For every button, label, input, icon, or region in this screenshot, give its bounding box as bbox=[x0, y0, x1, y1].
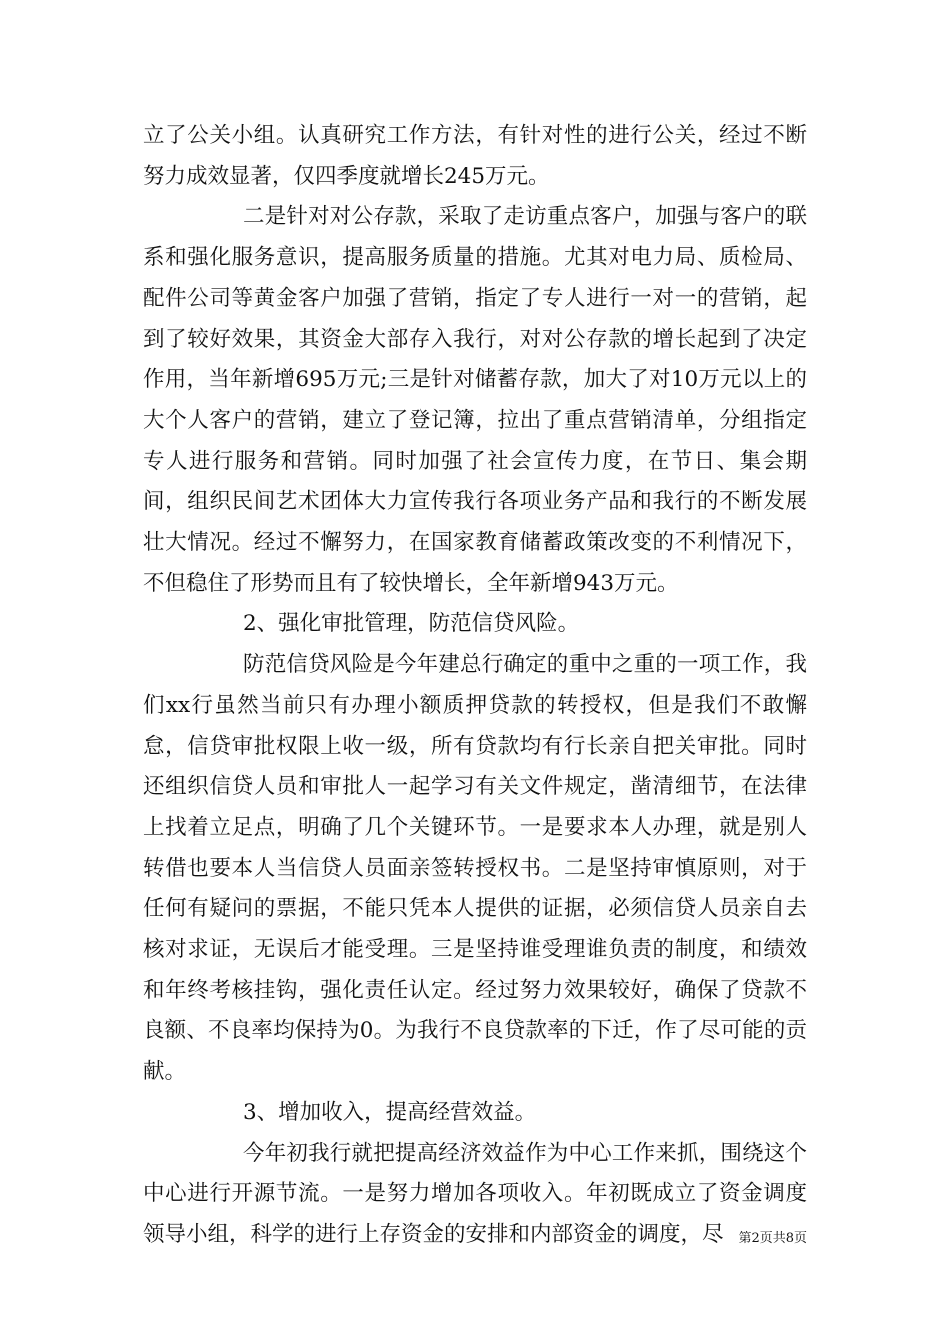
paragraph-credit-risk: 防范信贷风险是今年建总行确定的重中之重的一项工作，我们xx行虽然当前只有办理小额质押贷款的转授权，但是我们不敢懈怠，信贷审批权限上收一级，所有贷款均有行长亲自把关审批。同时还组织信贷人员和审批人一起学习有关文件规定，凿清细节，在法律上找着立足点，明确了几个关键环节。一是要求本人办理，就是别人转借也要本人当信贷人员面亲签转授权书。二是坚持审慎原则，对于任何有疑问的票据，不能只凭本人提供的证据，必须信贷人员亲自去核对求证，无误后才能受理。三是坚持谁受理谁负责的制度，和绩效和年终考核挂钩，强化责任认定。经过努力效果较好，确保了贷款不良额、不良率均保持为0。为我行不良贷款率的下迁，作了尽可能的贡献。 bbox=[143, 652, 807, 1085]
page-number-footer: 第2页共8页 bbox=[738, 1231, 807, 1246]
section-heading-credit-risk: 2、强化审批管理，防范信贷风险。 bbox=[243, 611, 580, 637]
paragraph-continuation: 立了公关小组。认真研究工作方法，有针对性的进行公关，经过不断努力成效显著，仅四季度就增长245万元。 bbox=[143, 123, 807, 189]
paragraph-deposit-strategy: 二是针对对公存款，采取了走访重点客户，加强与客户的联系和强化服务意识，提高服务质量的措施。尤其对电力局、质检局、配件公司等黄金客户加强了营销，指定了专人进行一对一的营销，起到了较好效果，其资金大部存入我行，对对公存款的增长起到了决定作用，当年新增695万元;三是针对储蓄存款，加大了对10万元以上的大个人客户的营销，建立了登记簿，拉出了重点营销清单，分组指定专人进行服务和营销。同时加强了社会宣传力度，在节日、集会期间，组织民间艺术团体大力宣传我行各项业务产品和我行的不断发展壮大情况。经过不懈努力，在国家教育储蓄政策改变的不利情况下，不但稳住了形势而且有了较快增长，全年新增943万元。 bbox=[143, 204, 807, 596]
section-heading-income: 3、增加收入，提高经营效益。 bbox=[243, 1099, 537, 1125]
paragraph-income: 今年初我行就把提高经济效益作为中心工作来抓，围绕这个中心进行开源节流。一是努力增加各项收入。年初既成立了资金调度领导小组，科学的进行上存资金的安排和内部资金的调度，尽 bbox=[143, 1140, 807, 1247]
document-body bbox=[143, 116, 807, 1256]
